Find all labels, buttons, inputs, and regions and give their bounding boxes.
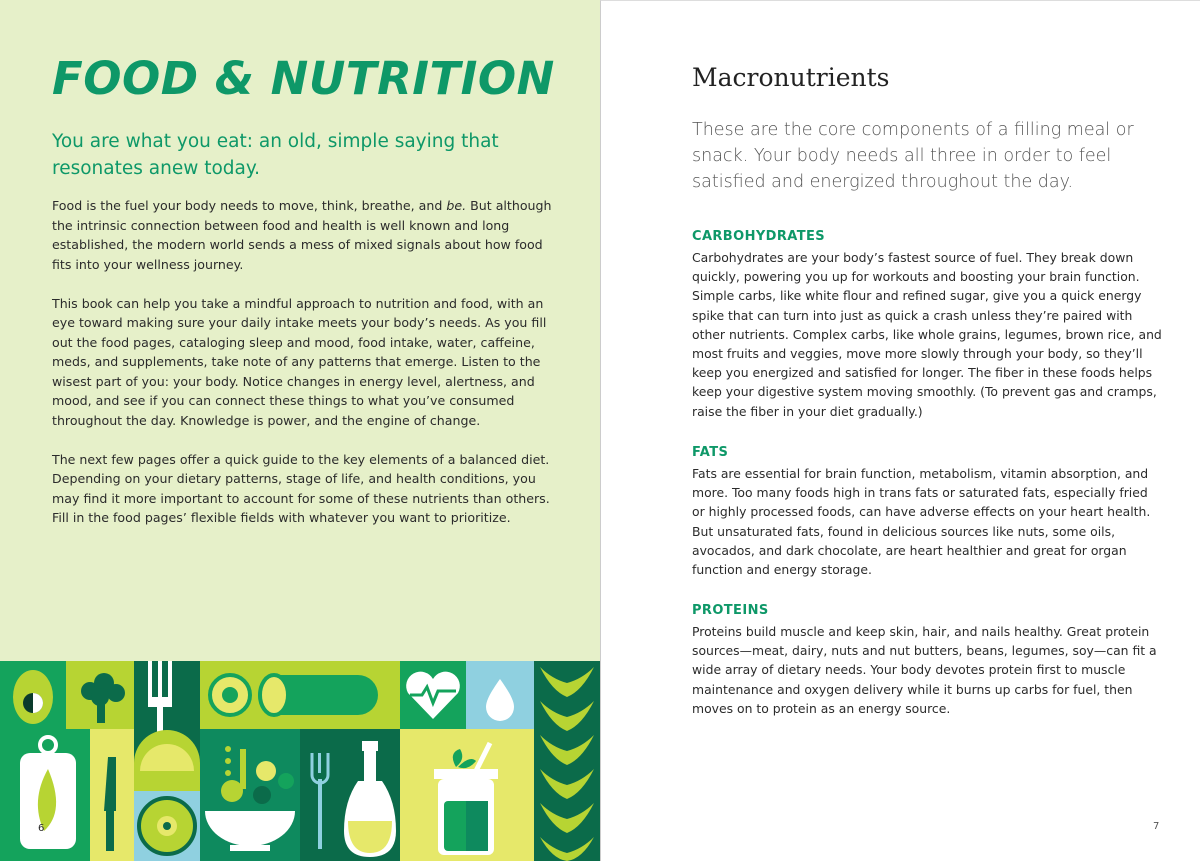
page-title: FOOD & NUTRITION — [52, 52, 555, 105]
fats-section — [692, 445, 1162, 579]
smoothie-jar-icon — [400, 729, 534, 861]
carbohydrates-section — [692, 229, 1162, 421]
leaf-pattern-icon — [534, 661, 600, 861]
page-number-left: 6 — [38, 823, 45, 834]
paragraph-3: The next few pages offer a quick guide to the key elements of a balanced diet. Depending on your dietary patterns, stage of life, and health conditions, you may find it more important to account for some of these nutrients than others. Fill in the food pages’ flexible fields with whatever you want to prioritize. — [52, 451, 550, 525]
proteins-text: Proteins build muscle and keep skin, hair, and nails healthy. Great protein sources—meat, dairy, nuts and nut butters, beans, legumes, soy—can fit a wide array of dietary needs. Your body devotes protein first to muscle maintenance and oxygen delivery while it burns up carbs for fuel, then moves on to protein as an energy source. — [692, 624, 1157, 716]
cucumber-icon — [200, 661, 400, 729]
fats-text: Fats are essential for brain function, metabolism, vitamin absorption, and more. Too many foods high in trans fats or saturated fats, especially fried or highly processed foods, can have adverse effects on your heart health. But unsaturated fats, found in delicious sources like nuts, some oils, avocados, and dark chocolate, are heart healthier and great for organ function and energy storage. — [692, 466, 1151, 578]
avocado-icon — [0, 661, 66, 729]
page-subtitle: You are what you eat: an old, simple saying that resonates anew today. — [52, 131, 499, 179]
small-fork-icon — [300, 729, 340, 861]
paragraph-1-emphasis: be. — [446, 198, 467, 213]
food-illustration — [0, 661, 600, 861]
cutting-board-icon — [0, 729, 90, 861]
carbohydrates-text: Carbohydrates are your body’s fastest source of fuel. They break down quickly, powering you up for workouts and boosting your brain function. Simple carbs, like white flour and refined sugar, give you a quick energy spike that can turn into just as quick a crash unless they’re paired with other nutrients. Complex carbs, like whole grains, legumes, brown rice, and most fruits and veggies, move more slowly through your body, so they’ll keep you energized and satisfied for longer. The fiber in these foods helps keep your digestive system moving smoothly. (To prevent gas and cramps, raise the fiber in your diet gradually.) — [692, 250, 1162, 419]
water-drop-icon — [466, 661, 534, 729]
heart-rate-icon — [400, 661, 466, 729]
broccoli-icon — [66, 661, 134, 729]
fork-icon — [134, 661, 200, 791]
macronutrients-heading: Macronutrients — [692, 63, 890, 92]
proteins-section — [692, 603, 1162, 718]
salad-bowl-icon — [200, 729, 300, 861]
kiwi-icon — [134, 791, 200, 861]
knife-icon — [90, 729, 134, 861]
macronutrients-intro: These are the core components of a filling meal or snack. Your body needs all three in order to feel satisfied and energized throughout the day. — [692, 120, 1134, 192]
page-number-right: 7 — [1153, 821, 1160, 832]
fats-heading: FATS — [692, 445, 729, 460]
paragraph-1-end: But although the intrinsic connection between food and health is well known and long established, the modern world sends a mess of mixed signals about how food fits into your wellness journey. — [52, 198, 552, 272]
proteins-heading: PROTEINS — [692, 603, 769, 618]
oil-bottle-icon — [340, 729, 400, 861]
carbohydrates-heading: CARBOHYDRATES — [692, 229, 826, 244]
right-page — [600, 0, 1200, 861]
left-body-text — [52, 196, 562, 547]
paragraph-1 — [52, 196, 562, 274]
paragraph-1-start: Food is the fuel your body needs to move, think, breathe, and — [52, 198, 447, 213]
paragraph-2: This book can help you take a mindful approach to nutrition and food, with an eye toward making sure your daily intake meets your body’s needs. As you fill out the food pages, cataloging sleep and mood, food intake, water, caffeine, meds, and supplements, take note of any patterns that emerge. Listen to the wisest part of you: your body. Notice changes in energy level, alertness, and mood, and see if you can connect these things to what you’ve consumed throughout the day. Knowledge is power, and the engine of change. — [52, 295, 547, 428]
